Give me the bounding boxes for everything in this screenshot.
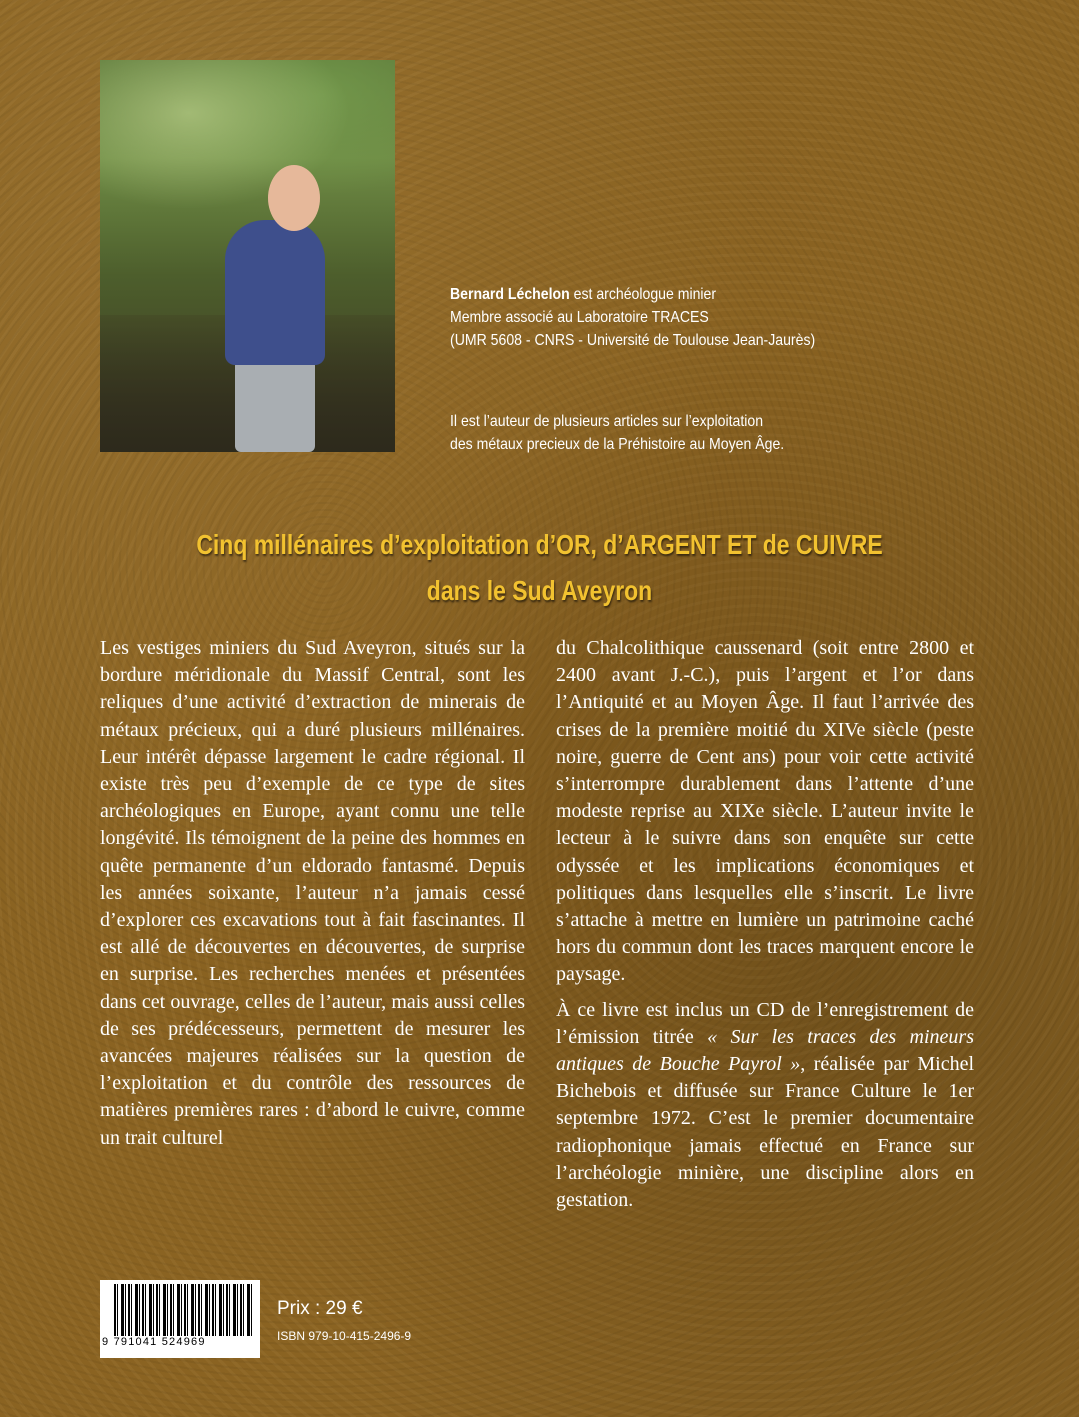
barcode-number: 9 791041 524969 xyxy=(102,1336,206,1348)
cd-program-title: « Sur les traces des mineurs antiques de Bouche Payrol » xyxy=(556,1025,974,1076)
barcode-bars xyxy=(114,1284,254,1336)
author-photo xyxy=(100,60,395,452)
cd-text-a: À ce livre est inclus un CD de l’enregistrement de l’émission titrée xyxy=(556,998,974,1048)
author-pub-line1: Il est l’auteur de plusieurs articles sur l’exploitation xyxy=(450,413,764,430)
isbn: ISBN 979-10-415-2496-9 xyxy=(277,1329,412,1343)
cd-text-b: , réalisée par Michel Bichebois et diffusée sur France Culture le 1er septembre 1972. C’est le premier documentaire radiophonique jamais effectué en France sur l’archéologie minière, une discipline alors en gestation. xyxy=(556,1053,974,1212)
photo-figure-head xyxy=(268,165,320,231)
book-title-line2: dans le Sud Aveyron xyxy=(426,575,653,606)
photo-figure-legs xyxy=(235,360,315,452)
summary-right-column xyxy=(556,635,974,1214)
author-bio-line2: Membre associé au Laboratoire TRACES xyxy=(450,309,709,326)
cd-paragraph xyxy=(556,997,974,1215)
barcode xyxy=(100,1280,260,1358)
author-bio xyxy=(450,283,815,352)
author-role: est archéologue minier xyxy=(569,286,717,303)
author-publications xyxy=(450,410,784,456)
author-pub-line2: des métaux precieux de la Préhistoire au Moyen Âge. xyxy=(450,436,785,453)
author-name: Bernard Léchelon xyxy=(450,286,570,303)
photo-figure-shirt xyxy=(225,220,325,365)
summary-left-column xyxy=(100,635,525,1152)
book-title xyxy=(0,522,1079,614)
author-bio-line3: (UMR 5608 - CNRS - Université de Toulouse Jean-Jaurès) xyxy=(450,332,816,349)
summary-paragraph: du Chalcolithique caussenard (soit entre 2800 et 2400 avant J.-C.), puis l’argent et l’or dans l’Antiquité et au Moyen Âge. Il faut l’arrivée des crises de la première moitié du XIVe siècle (peste noire, guerre de Cent ans) pour voir cette activité s’interrompre durablement dans l’attente d’une modeste reprise au XIXe siècle. L’auteur invite le lecteur à le suivre dans son enquête sur cette odyssée et les implications économiques et politiques dans lesquelles elle s’inscrit. Le livre s’attache à mettre en lumière un patrimoine caché hors du commun dont les traces marquent encore le paysage. xyxy=(556,637,974,986)
book-title-line1: Cinq millénaires d’exploitation d’OR, d’ARGENT ET de CUIVRE xyxy=(196,529,883,560)
summary-paragraph: Les vestiges miniers du Sud Aveyron, situés sur la bordure méridionale du Massif Central, sont les reliques d’une activité d’extraction de minerais de métaux précieux, qui a duré plusieurs millénaires. Leur intérêt dépasse largement le cadre régional. Il existe très peu d’exemple de ce type de sites archéologiques en Europe, ayant connu une telle longévité. Ils témoignent de la peine des hommes en quête permanente d’un eldorado fantasmé. Depuis les années soixante, l’auteur n’a jamais cessé d’explorer ces excavations tout à fait fascinantes. Il est allé de découvertes en découvertes, de surprise en surprise. Les recherches menées et présentées dans cet ouvrage, celles de l’auteur, mais aussi celles de ses prédécesseurs, permettent de mesurer les avancées majeures réalisées sur la question de l’exploitation et du contrôle des ressources de matières premières rares : d’abord le cuivre, comme un trait culturel xyxy=(100,637,525,1149)
price: Prix : 29 € xyxy=(277,1298,363,1319)
author-bio-line1 xyxy=(450,283,815,306)
photo-foliage xyxy=(100,60,395,236)
